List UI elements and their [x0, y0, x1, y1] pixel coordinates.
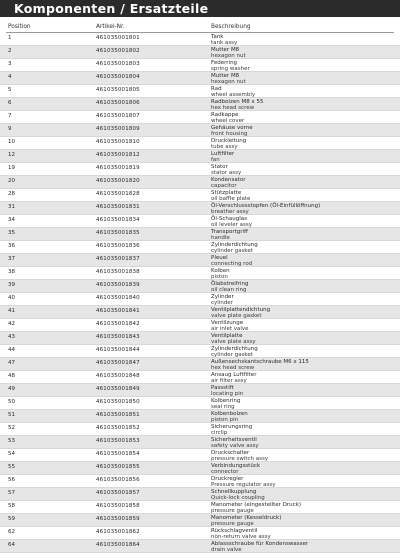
- description-en-cell: connector: [211, 468, 239, 475]
- description-de-cell: Tank: [211, 33, 224, 40]
- position-cell: 53: [8, 437, 15, 444]
- description-en-cell: cylinder: [211, 299, 233, 306]
- description-en-cell: piston pin: [211, 416, 239, 423]
- description-de-cell: Manometer (eingestellter Druck): [211, 501, 302, 508]
- description-en-cell: pressure gauge: [211, 520, 254, 527]
- description-en-cell: tank assy: [211, 39, 238, 46]
- article-number-cell: 461035001856: [96, 476, 140, 483]
- article-number-cell: 461035001843: [96, 333, 140, 340]
- description-de-cell: Federring: [211, 59, 238, 66]
- table-row: [0, 527, 400, 540]
- description-de-cell: Ventilplattendichtung: [211, 306, 271, 313]
- article-number-cell: 461035001802: [96, 47, 140, 54]
- description-en-cell: spring washer: [211, 65, 250, 72]
- description-de-cell: Druckregler: [211, 475, 244, 482]
- description-de-cell: Transportgriff: [211, 228, 248, 235]
- position-cell: 7: [8, 112, 12, 119]
- description-en-cell: fan: [211, 156, 220, 163]
- description-en-cell: drain valve: [211, 546, 242, 553]
- description-en-cell: safety valve assy: [211, 442, 259, 449]
- parts-table: [0, 33, 400, 553]
- description-de-cell: Öl-Schauglas: [211, 215, 247, 222]
- description-en-cell: Quick-lock coupling: [211, 494, 265, 501]
- article-number-cell: 461035001809: [96, 125, 140, 132]
- position-cell: 6: [8, 99, 12, 106]
- table-row: [0, 280, 400, 293]
- article-number-cell: 461035001836: [96, 242, 140, 249]
- article-number-cell: 461035001842: [96, 320, 140, 327]
- position-cell: 43: [8, 333, 15, 340]
- table-row: [0, 293, 400, 306]
- article-number-cell: 461035001854: [96, 450, 140, 457]
- position-cell: 40: [8, 294, 15, 301]
- description-de-cell: Kondensator: [211, 176, 246, 183]
- table-row: [0, 423, 400, 436]
- description-en-cell: oil clean ring: [211, 286, 247, 293]
- article-number-cell: 461035001840: [96, 294, 140, 301]
- description-en-cell: front housing: [211, 130, 248, 137]
- position-cell: 19: [8, 164, 15, 171]
- table-row: [0, 488, 400, 501]
- description-en-cell: capacitor: [211, 182, 237, 189]
- table-row: [0, 163, 400, 176]
- article-number-cell: 461035001807: [96, 112, 140, 119]
- position-cell: 55: [8, 463, 15, 470]
- table-row: [0, 98, 400, 111]
- description-de-cell: Ventilzunge: [211, 319, 244, 326]
- article-number-cell: 461035001835: [96, 229, 140, 236]
- description-de-cell: Mutter M8: [211, 72, 240, 79]
- position-cell: 58: [8, 502, 15, 509]
- position-cell: 62: [8, 528, 15, 535]
- table-row: [0, 319, 400, 332]
- position-cell: 12: [8, 151, 15, 158]
- table-row: [0, 59, 400, 72]
- position-cell: 1: [8, 34, 12, 41]
- table-row: [0, 332, 400, 345]
- article-number-cell: 461035001810: [96, 138, 140, 145]
- table-row: [0, 449, 400, 462]
- position-cell: 10: [8, 138, 15, 145]
- description-de-cell: Kolbenbolzen: [211, 410, 248, 417]
- position-cell: 44: [8, 346, 15, 353]
- table-row: [0, 150, 400, 163]
- description-de-cell: Ansaug Luftfilter: [211, 371, 257, 378]
- table-row: [0, 176, 400, 189]
- table-row: [0, 254, 400, 267]
- description-de-cell: Passstift: [211, 384, 234, 391]
- description-de-cell: Rad: [211, 85, 222, 92]
- page-header: [0, 0, 400, 17]
- description-de-cell: Kolben: [211, 267, 230, 274]
- table-row: [0, 540, 400, 553]
- article-number-cell: 461035001805: [96, 86, 140, 93]
- position-cell: 3: [8, 60, 12, 67]
- position-cell: 36: [8, 242, 15, 249]
- position-cell: 42: [8, 320, 15, 327]
- description-en-cell: hex head screw: [211, 104, 255, 111]
- article-number-cell: 461035001819: [96, 164, 140, 171]
- table-row: [0, 345, 400, 358]
- position-cell: 64: [8, 541, 15, 548]
- position-cell: 59: [8, 515, 15, 522]
- description-en-cell: breather assy: [211, 208, 249, 215]
- table-row: [0, 358, 400, 371]
- description-en-cell: pressure switch assy: [211, 455, 269, 462]
- description-de-cell: Gehäuse vorne: [211, 124, 253, 131]
- description-en-cell: locating pin: [211, 390, 244, 397]
- article-number-cell: 461035001837: [96, 255, 140, 262]
- description-de-cell: Radbolzen M8 x 55: [211, 98, 264, 105]
- position-cell: 4: [8, 73, 12, 80]
- description-en-cell: air filter assy: [211, 377, 247, 384]
- description-en-cell: tube assy: [211, 143, 238, 150]
- article-number-cell: 461035001849: [96, 385, 140, 392]
- page-title: Komponenten / Ersatzteile: [14, 1, 209, 16]
- table-row: [0, 501, 400, 514]
- description-en-cell: Pressure regulator assy: [211, 481, 276, 488]
- position-cell: 52: [8, 424, 15, 431]
- article-number-cell: 461035001803: [96, 60, 140, 67]
- article-number-cell: 461035001828: [96, 190, 140, 197]
- position-cell: 49: [8, 385, 15, 392]
- table-row: [0, 111, 400, 124]
- description-de-cell: Außensechskantschraube M6 x 115: [211, 358, 309, 365]
- article-number-cell: 461035001801: [96, 34, 140, 41]
- description-en-cell: valve plate assy: [211, 338, 256, 345]
- table-row: [0, 137, 400, 150]
- position-cell: 39: [8, 281, 15, 288]
- position-cell: 48: [8, 372, 15, 379]
- description-de-cell: Verbindungsstück: [211, 462, 261, 469]
- description-de-cell: Rückschlagventil: [211, 527, 258, 534]
- column-header-position: Position: [8, 24, 31, 30]
- table-row: [0, 371, 400, 384]
- position-cell: 5: [8, 86, 12, 93]
- position-cell: 56: [8, 476, 15, 483]
- position-cell: 50: [8, 398, 15, 405]
- table-row: [0, 436, 400, 449]
- position-cell: 2: [8, 47, 12, 54]
- position-cell: 37: [8, 255, 15, 262]
- table-row: [0, 241, 400, 254]
- description-de-cell: Pleuel: [211, 254, 228, 261]
- article-number-cell: 461035001834: [96, 216, 140, 223]
- table-row: [0, 72, 400, 85]
- article-number-cell: 461035001839: [96, 281, 140, 288]
- article-number-cell: 461035001848: [96, 372, 140, 379]
- description-en-cell: hexagon nut: [211, 78, 246, 85]
- article-number-cell: 461035001820: [96, 177, 140, 184]
- position-cell: 20: [8, 177, 15, 184]
- description-en-cell: stator assy: [211, 169, 242, 176]
- position-cell: 54: [8, 450, 15, 457]
- article-number-cell: 461035001804: [96, 73, 140, 80]
- article-number-cell: 461035001853: [96, 437, 140, 444]
- position-cell: 34: [8, 216, 15, 223]
- table-row: [0, 410, 400, 423]
- article-number-cell: 461035001841: [96, 307, 140, 314]
- table-row: [0, 85, 400, 98]
- table-row: [0, 462, 400, 475]
- description-en-cell: hexagon nut: [211, 52, 246, 59]
- description-de-cell: Druckschalter: [211, 449, 250, 456]
- table-row: [0, 397, 400, 410]
- table-row: [0, 514, 400, 527]
- column-header-article: Artikel-Nr.: [96, 24, 125, 30]
- article-number-cell: 461035001855: [96, 463, 140, 470]
- description-en-cell: air inlet valve: [211, 325, 249, 332]
- article-number-cell: 461035001859: [96, 515, 140, 522]
- position-cell: 28: [8, 190, 15, 197]
- position-cell: 35: [8, 229, 15, 236]
- description-de-cell: Kolbenring: [211, 397, 241, 404]
- article-number-cell: 461035001862: [96, 528, 140, 535]
- table-row: [0, 124, 400, 137]
- description-en-cell: oil baffle plate: [211, 195, 251, 202]
- description-de-cell: Mutter M8: [211, 46, 240, 53]
- article-number-cell: 461035001857: [96, 489, 140, 496]
- description-en-cell: cylinder gasket: [211, 351, 253, 358]
- description-en-cell: seal ring: [211, 403, 235, 410]
- article-number-cell: 461035001850: [96, 398, 140, 405]
- article-number-cell: 461035001864: [96, 541, 140, 548]
- description-de-cell: Luftfilter: [211, 150, 235, 157]
- article-number-cell: 461035001838: [96, 268, 140, 275]
- description-en-cell: circlip: [211, 429, 228, 436]
- description-de-cell: Sicherheitsventil: [211, 436, 257, 443]
- description-de-cell: Stator: [211, 163, 228, 170]
- article-number-cell: 461035001847: [96, 359, 140, 366]
- table-row: [0, 33, 400, 46]
- description-de-cell: Radkappe: [211, 111, 239, 118]
- description-en-cell: wheel cover: [211, 117, 245, 124]
- description-de-cell: Manometer (Kesseldruck): [211, 514, 282, 521]
- article-number-cell: 461035001851: [96, 411, 140, 418]
- position-cell: 51: [8, 411, 15, 418]
- table-row: [0, 215, 400, 228]
- position-cell: 9: [8, 125, 12, 132]
- table-row: [0, 189, 400, 202]
- table-row: [0, 228, 400, 241]
- description-de-cell: Ablassschraube für Kondenswasser: [211, 540, 309, 547]
- description-en-cell: hex head screw: [211, 364, 255, 371]
- description-en-cell: handle: [211, 234, 230, 241]
- description-de-cell: Zylinderdichtung: [211, 241, 258, 248]
- table-row: [0, 306, 400, 319]
- position-cell: 41: [8, 307, 15, 314]
- position-cell: 57: [8, 489, 15, 496]
- table-row: [0, 384, 400, 397]
- description-de-cell: Zylinder: [211, 293, 234, 300]
- description-en-cell: connecting rod: [211, 260, 253, 267]
- description-de-cell: Schnellkupplung: [211, 488, 257, 495]
- article-number-cell: 461035001806: [96, 99, 140, 106]
- description-en-cell: cylinder gasket: [211, 247, 253, 254]
- table-row: [0, 475, 400, 488]
- article-number-cell: 461035001831: [96, 203, 140, 210]
- position-cell: 38: [8, 268, 15, 275]
- table-row: [0, 202, 400, 215]
- article-number-cell: 461035001852: [96, 424, 140, 431]
- description-en-cell: wheel assembly: [211, 91, 256, 98]
- description-en-cell: piston: [211, 273, 228, 280]
- position-cell: 31: [8, 203, 15, 210]
- position-cell: 47: [8, 359, 15, 366]
- description-en-cell: pressure gauge: [211, 507, 254, 514]
- description-en-cell: oil leveler assy: [211, 221, 252, 228]
- article-number-cell: 461035001844: [96, 346, 140, 353]
- description-de-cell: Stützplatte: [211, 189, 242, 196]
- column-header-description: Beschreibung: [211, 24, 251, 30]
- table-row: [0, 46, 400, 59]
- description-de-cell: Ölabstreifring: [211, 280, 249, 287]
- description-de-cell: Zylinderdichtung: [211, 345, 258, 352]
- table-row: [0, 267, 400, 280]
- description-de-cell: Öl-Verschlussstopfen (Öl-Einfüllöffnung): [211, 202, 321, 209]
- description-en-cell: valve plate gasket: [211, 312, 262, 319]
- description-en-cell: non-return valve assy: [211, 533, 271, 540]
- description-de-cell: Ventilplatte: [211, 332, 243, 339]
- article-number-cell: 461035001812: [96, 151, 140, 158]
- article-number-cell: 461035001858: [96, 502, 140, 509]
- description-de-cell: Sicherungsring: [211, 423, 253, 430]
- description-de-cell: Druckleitung: [211, 137, 247, 144]
